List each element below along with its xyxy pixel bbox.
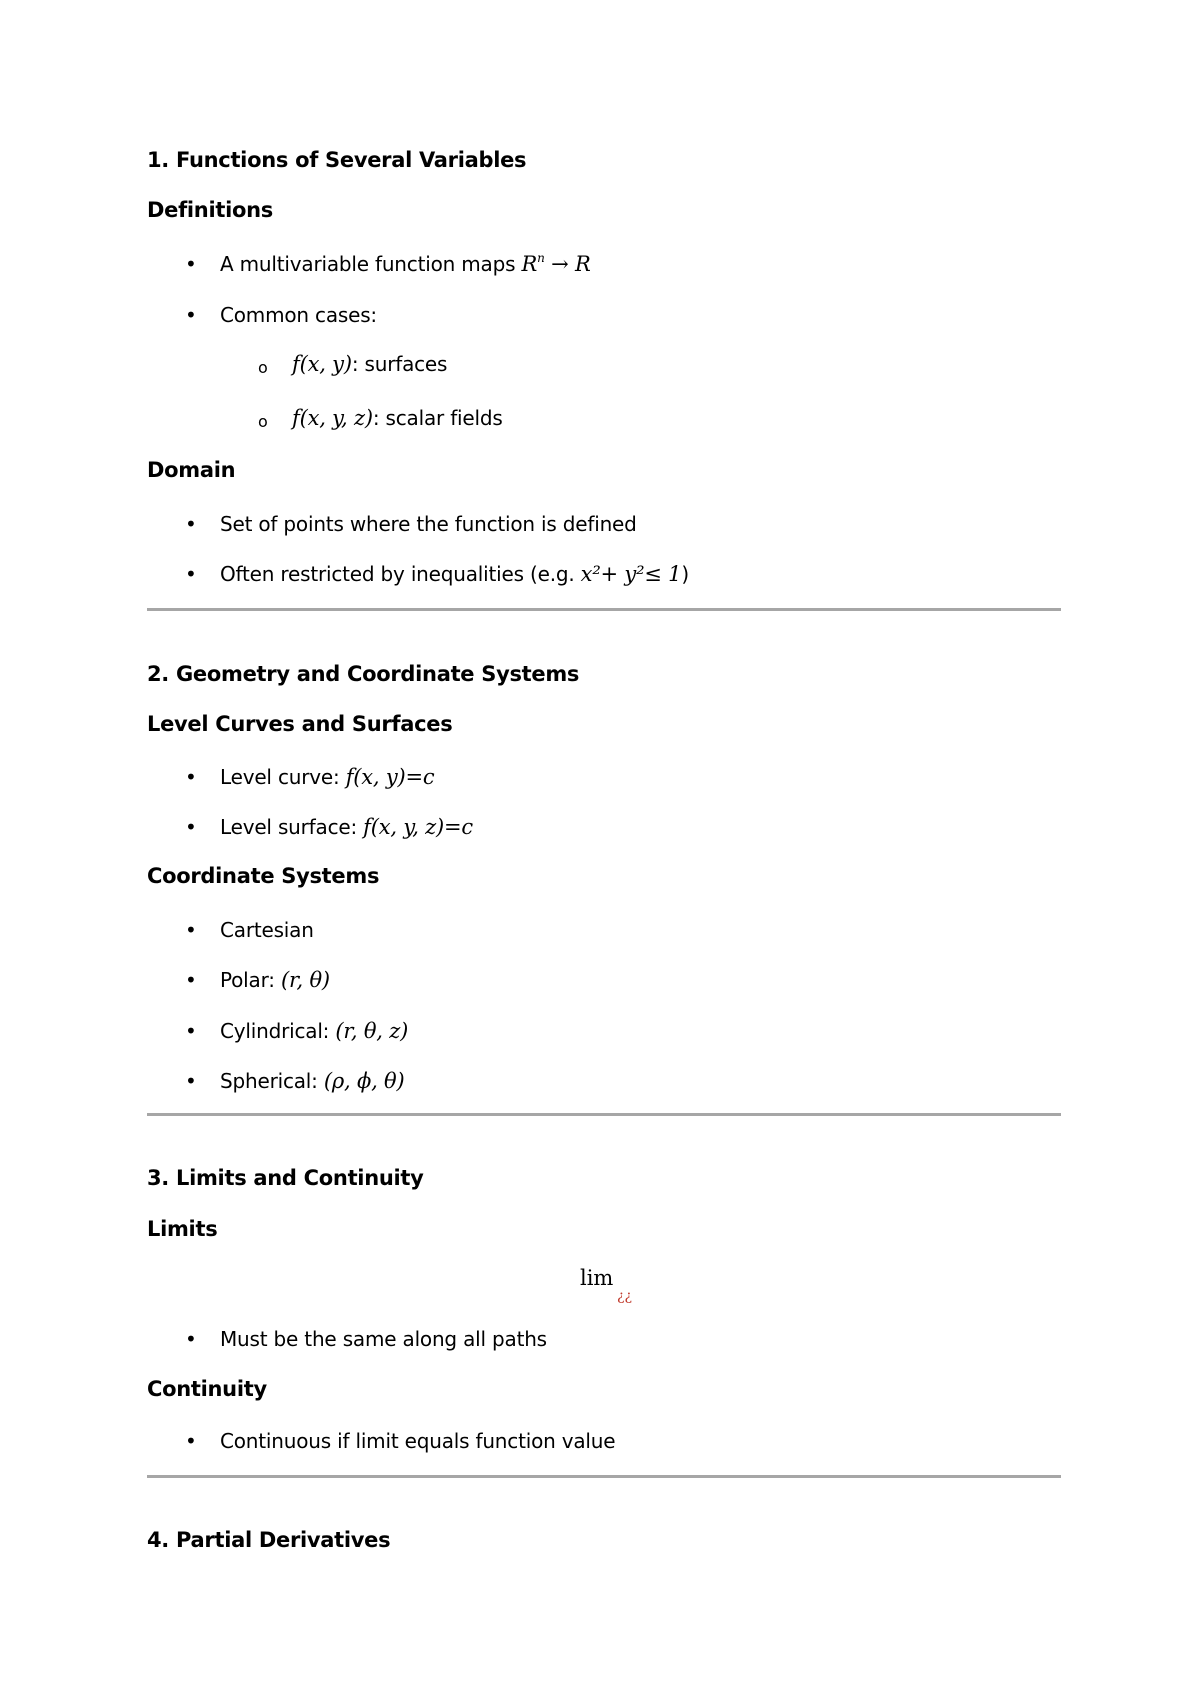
list-item-math: f(x, y, z)=c: [363, 815, 473, 839]
subsection-limits-heading: Limits: [147, 1217, 218, 1241]
list-item-math: f(x, y)=c: [345, 765, 435, 789]
list-item: [220, 252, 591, 276]
list-item: Common cases:: [220, 303, 377, 327]
bullet-icon: •: [185, 1069, 197, 1093]
bullet-icon: •: [185, 918, 197, 942]
list-item: [220, 1019, 408, 1043]
list-item-text: Spherical:: [220, 1069, 324, 1093]
sub-list-item: [292, 352, 447, 376]
list-item-math: (r, θ, z): [335, 1019, 409, 1043]
section-divider: [147, 1113, 1061, 1116]
list-item-suffix: ): [681, 562, 689, 586]
sub-bullet-icon: o: [258, 412, 268, 431]
limit-equation-placeholder: ¿¿: [617, 1288, 633, 1304]
list-item-text: Polar:: [220, 968, 281, 992]
section-3-heading: 3. Limits and Continuity: [147, 1166, 424, 1190]
bullet-icon: •: [185, 252, 197, 276]
bullet-icon: •: [185, 1019, 197, 1043]
list-item-math: $R^n \to R$: [521, 251, 591, 276]
list-item-text: A multivariable function maps: [220, 252, 522, 276]
sub-list-item-text: : surfaces: [351, 352, 448, 376]
list-item-text: Often restricted by inequalities (e.g.: [220, 562, 581, 586]
sub-list-item-math: f(x, y): [292, 352, 352, 376]
subsection-definitions-heading: Definitions: [147, 198, 273, 222]
bullet-icon: •: [185, 765, 197, 789]
list-item-text: Level surface:: [220, 815, 364, 839]
list-item: [220, 968, 330, 992]
list-item-text: Cylindrical:: [220, 1019, 336, 1043]
sub-list-item-math: f(x, y, z): [292, 406, 373, 430]
section-1-heading: 1. Functions of Several Variables: [147, 148, 527, 172]
list-item-math: (ρ, ϕ, θ): [323, 1069, 405, 1093]
section-4-heading: 4. Partial Derivatives: [147, 1528, 391, 1552]
sub-list-item-text: : scalar fields: [372, 406, 503, 430]
bullet-icon: •: [185, 562, 197, 586]
list-item: [220, 815, 473, 839]
bullet-icon: •: [185, 1429, 197, 1453]
list-item: [220, 1069, 404, 1093]
subsection-continuity-heading: Continuity: [147, 1377, 267, 1401]
bullet-icon: •: [185, 512, 197, 536]
list-item-math: (r, θ): [280, 968, 330, 992]
list-item: Set of points where the function is defined: [220, 512, 637, 536]
bullet-icon: •: [185, 303, 197, 327]
list-item: Must be the same along all paths: [220, 1327, 547, 1351]
bullet-icon: •: [185, 968, 197, 992]
subsection-level-curves-heading: Level Curves and Surfaces: [147, 712, 453, 736]
list-item: [220, 765, 434, 789]
list-item: Continuous if limit equals function value: [220, 1429, 616, 1453]
subsection-coordinate-systems-heading: Coordinate Systems: [147, 864, 380, 888]
bullet-icon: •: [185, 1327, 197, 1351]
section-divider: [147, 1475, 1061, 1478]
list-item: Cartesian: [220, 918, 314, 942]
subsection-domain-heading: Domain: [147, 458, 236, 482]
sub-list-item: [292, 406, 503, 430]
section-divider: [147, 608, 1061, 611]
section-2-heading: 2. Geometry and Coordinate Systems: [147, 662, 580, 686]
list-item-math: x²+ y²≤ 1: [580, 562, 682, 586]
bullet-icon: •: [185, 815, 197, 839]
list-item: [220, 562, 689, 586]
limit-equation-word: lim: [580, 1266, 614, 1290]
sub-bullet-icon: o: [258, 358, 268, 377]
list-item-text: Level curve:: [220, 765, 346, 789]
